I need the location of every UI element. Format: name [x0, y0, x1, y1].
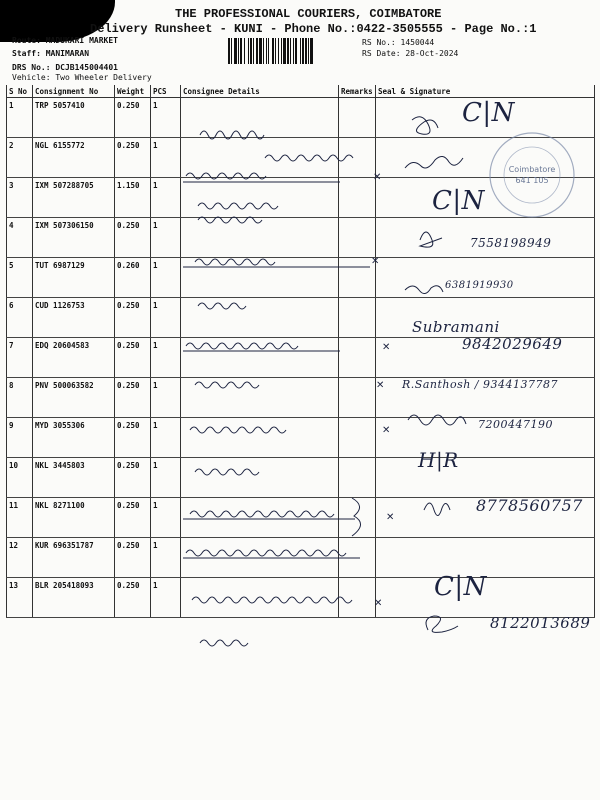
- stamp-text-bottom: 641 105: [515, 176, 549, 185]
- office-stamp: [487, 130, 577, 220]
- barcode-bar: [259, 38, 262, 64]
- cell-sno: 11: [7, 498, 33, 538]
- barcode-bar: [287, 38, 289, 64]
- cell-sno: 13: [7, 578, 33, 618]
- cell-consignment: TRP 5057410: [33, 98, 115, 138]
- barcode-bar: [281, 38, 282, 64]
- signature-9: H|R: [418, 448, 459, 472]
- signature-1: C|N: [462, 98, 515, 128]
- cell-weight: 1.150: [115, 178, 151, 218]
- cell-weight: 0.250: [115, 538, 151, 578]
- cell-consignment: NKL 3445803: [33, 458, 115, 498]
- cell-consignment: CUD 1126753: [33, 298, 115, 338]
- cell-sno: 7: [7, 338, 33, 378]
- cell-weight: 0.260: [115, 258, 151, 298]
- cell-seal: [376, 458, 595, 498]
- cell-consignee: [181, 578, 339, 618]
- table-header-row: [7, 85, 595, 98]
- barcode-bar: [278, 38, 279, 64]
- signature-10-phone: 8778560757: [476, 496, 583, 515]
- cell-weight: 0.250: [115, 298, 151, 338]
- cell-consignee: [181, 338, 339, 378]
- rs-date: RS Date: 28-Oct-2024: [362, 49, 459, 58]
- cell-pcs: 1: [151, 98, 181, 138]
- barcode-bar: [266, 38, 267, 64]
- cell-weight: 0.250: [115, 458, 151, 498]
- cell-consignment: PNV 500063582: [33, 378, 115, 418]
- rs-number: RS No.: 1450044: [362, 38, 435, 47]
- barcode-bar: [253, 38, 254, 64]
- signature-5-phone: 6381919930: [445, 280, 514, 291]
- cell-sno: 1: [7, 98, 33, 138]
- cell-consignee: [181, 458, 339, 498]
- cell-sno: 8: [7, 378, 33, 418]
- cell-consignment: BLR 205418093: [33, 578, 115, 618]
- cell-sno: 6: [7, 298, 33, 338]
- cell-remarks: [339, 418, 376, 458]
- cell-weight: 0.250: [115, 418, 151, 458]
- barcode-bar: [238, 38, 239, 64]
- barcode-bar: [275, 38, 276, 64]
- signature-13-phone: 8122013689: [490, 614, 591, 632]
- cell-sno: 9: [7, 418, 33, 458]
- cell-remarks: [339, 578, 376, 618]
- table-row: [7, 258, 595, 298]
- cell-remarks: [339, 378, 376, 418]
- remark-x-12: ✕: [374, 598, 383, 609]
- cell-remarks: [339, 138, 376, 178]
- cell-consignment: NGL 6155772: [33, 138, 115, 178]
- table-row: [7, 538, 595, 578]
- cell-consignment: MYD 3055306: [33, 418, 115, 458]
- signature-4-phone: 7558198949: [470, 236, 552, 250]
- barcode-bar: [305, 38, 307, 64]
- signature-6-name: Subramani: [412, 318, 500, 336]
- cell-consignment: KUR 696351787: [33, 538, 115, 578]
- cell-remarks: [339, 258, 376, 298]
- remark-x-8: ✕: [382, 425, 391, 436]
- column-header-weight: Weight: [115, 85, 151, 98]
- cell-pcs: 1: [151, 298, 181, 338]
- cell-remarks: [339, 338, 376, 378]
- cell-consignee: [181, 98, 339, 138]
- stamp-text-top: Coimbatore: [508, 165, 556, 174]
- remark-x-2: ✕: [373, 172, 382, 183]
- cell-pcs: 1: [151, 458, 181, 498]
- column-header-remarks: Remarks: [339, 85, 376, 98]
- cell-remarks: [339, 218, 376, 258]
- cell-consignment: IXM 507306150: [33, 218, 115, 258]
- cell-pcs: 1: [151, 418, 181, 458]
- drs-number: DRS No.: DCJB145004401: [12, 63, 118, 72]
- cell-consignment: EDQ 20604583: [33, 338, 115, 378]
- signature-8-phone: 7200447190: [478, 418, 553, 431]
- table-row: [7, 578, 595, 618]
- cell-seal: [376, 258, 595, 298]
- column-header-consignee: Consignee Details: [181, 85, 339, 98]
- consignee-scribble-13: [200, 640, 248, 646]
- signature-scribble-13: [426, 616, 458, 632]
- column-header-seal: Seal & Signature: [376, 85, 595, 98]
- remark-x-6: ✕: [382, 342, 391, 353]
- signature-6-phone: 9842029649: [462, 335, 563, 353]
- cell-remarks: [339, 298, 376, 338]
- cell-sno: 12: [7, 538, 33, 578]
- cell-sno: 2: [7, 138, 33, 178]
- signature-7: R.Santhosh / 9344137787: [402, 378, 558, 391]
- cell-sno: 10: [7, 458, 33, 498]
- barcode-bar: [234, 38, 237, 64]
- barcode-bar: [244, 38, 245, 64]
- cell-consignee: [181, 298, 339, 338]
- cell-consignee: [181, 538, 339, 578]
- cell-weight: 0.250: [115, 498, 151, 538]
- barcode-bar: [240, 38, 242, 64]
- cell-consignee: [181, 178, 339, 218]
- cell-pcs: 1: [151, 258, 181, 298]
- route-label: Route: MADUKARI MARKET: [12, 36, 118, 45]
- cell-consignee: [181, 138, 339, 178]
- cell-sno: 4: [7, 218, 33, 258]
- cell-weight: 0.250: [115, 98, 151, 138]
- cell-pcs: 1: [151, 498, 181, 538]
- document-subtitle: Delivery Runsheet - KUNI - Phone No.:0422-3505555 - Page No.:1: [90, 22, 537, 36]
- barcode-bar: [302, 38, 304, 64]
- barcode-bar: [310, 38, 313, 64]
- barcode-bar: [295, 38, 297, 64]
- cell-consignee: [181, 418, 339, 458]
- cell-weight: 0.250: [115, 338, 151, 378]
- cell-consignee: [181, 378, 339, 418]
- barcode-bar: [268, 38, 269, 64]
- vehicle-label: Vehicle: Two Wheeler Delivery: [12, 73, 152, 82]
- column-header-consignment: Consignment No: [33, 85, 115, 98]
- barcode-bar: [250, 38, 252, 64]
- cell-consignment: TUT 6987129: [33, 258, 115, 298]
- cell-sno: 3: [7, 178, 33, 218]
- signature-3: C|N: [432, 186, 485, 216]
- barcode-bar: [300, 38, 301, 64]
- cell-weight: 0.250: [115, 138, 151, 178]
- cell-pcs: 1: [151, 578, 181, 618]
- cell-consignment: NKL 8271100: [33, 498, 115, 538]
- cell-remarks: [339, 538, 376, 578]
- cell-remarks: [339, 98, 376, 138]
- cell-remarks: [339, 178, 376, 218]
- barcode-bar: [293, 38, 294, 64]
- cell-weight: 0.250: [115, 218, 151, 258]
- remark-x-7: ✕: [376, 380, 385, 391]
- remark-x-10: ✕: [386, 512, 395, 523]
- table-row: [7, 458, 595, 498]
- barcode-bar: [272, 38, 274, 64]
- cell-pcs: 1: [151, 218, 181, 258]
- cell-remarks: [339, 458, 376, 498]
- cell-sno: 5: [7, 258, 33, 298]
- barcode-bar: [290, 38, 291, 64]
- barcode-bar: [263, 38, 264, 64]
- signature-12: C|N: [434, 572, 487, 602]
- barcode-bar: [248, 38, 249, 64]
- staff-label: Staff: MANIMARAN: [12, 49, 90, 58]
- cell-pcs: 1: [151, 538, 181, 578]
- column-header-pcs: PCS: [151, 85, 181, 98]
- cell-consignment: IXM 507288705: [33, 178, 115, 218]
- barcode-bar: [231, 38, 232, 64]
- barcode: [228, 38, 354, 64]
- barcode-bar: [228, 38, 230, 64]
- column-header-sno: S No: [7, 85, 33, 98]
- cell-pcs: 1: [151, 378, 181, 418]
- document-title: THE PROFESSIONAL COURIERS, COIMBATORE: [175, 7, 442, 21]
- cell-pcs: 1: [151, 178, 181, 218]
- cell-consignee: [181, 218, 339, 258]
- cell-weight: 0.250: [115, 378, 151, 418]
- cell-weight: 0.250: [115, 578, 151, 618]
- cell-pcs: 1: [151, 338, 181, 378]
- table-row: [7, 298, 595, 338]
- remark-x-4: ✕: [371, 256, 380, 267]
- barcode-bar: [308, 38, 309, 64]
- barcode-bar: [256, 38, 258, 64]
- barcode-bar: [283, 38, 286, 64]
- cell-remarks: [339, 498, 376, 538]
- cell-pcs: 1: [151, 138, 181, 178]
- cell-consignee: [181, 498, 339, 538]
- cell-consignee: [181, 258, 339, 298]
